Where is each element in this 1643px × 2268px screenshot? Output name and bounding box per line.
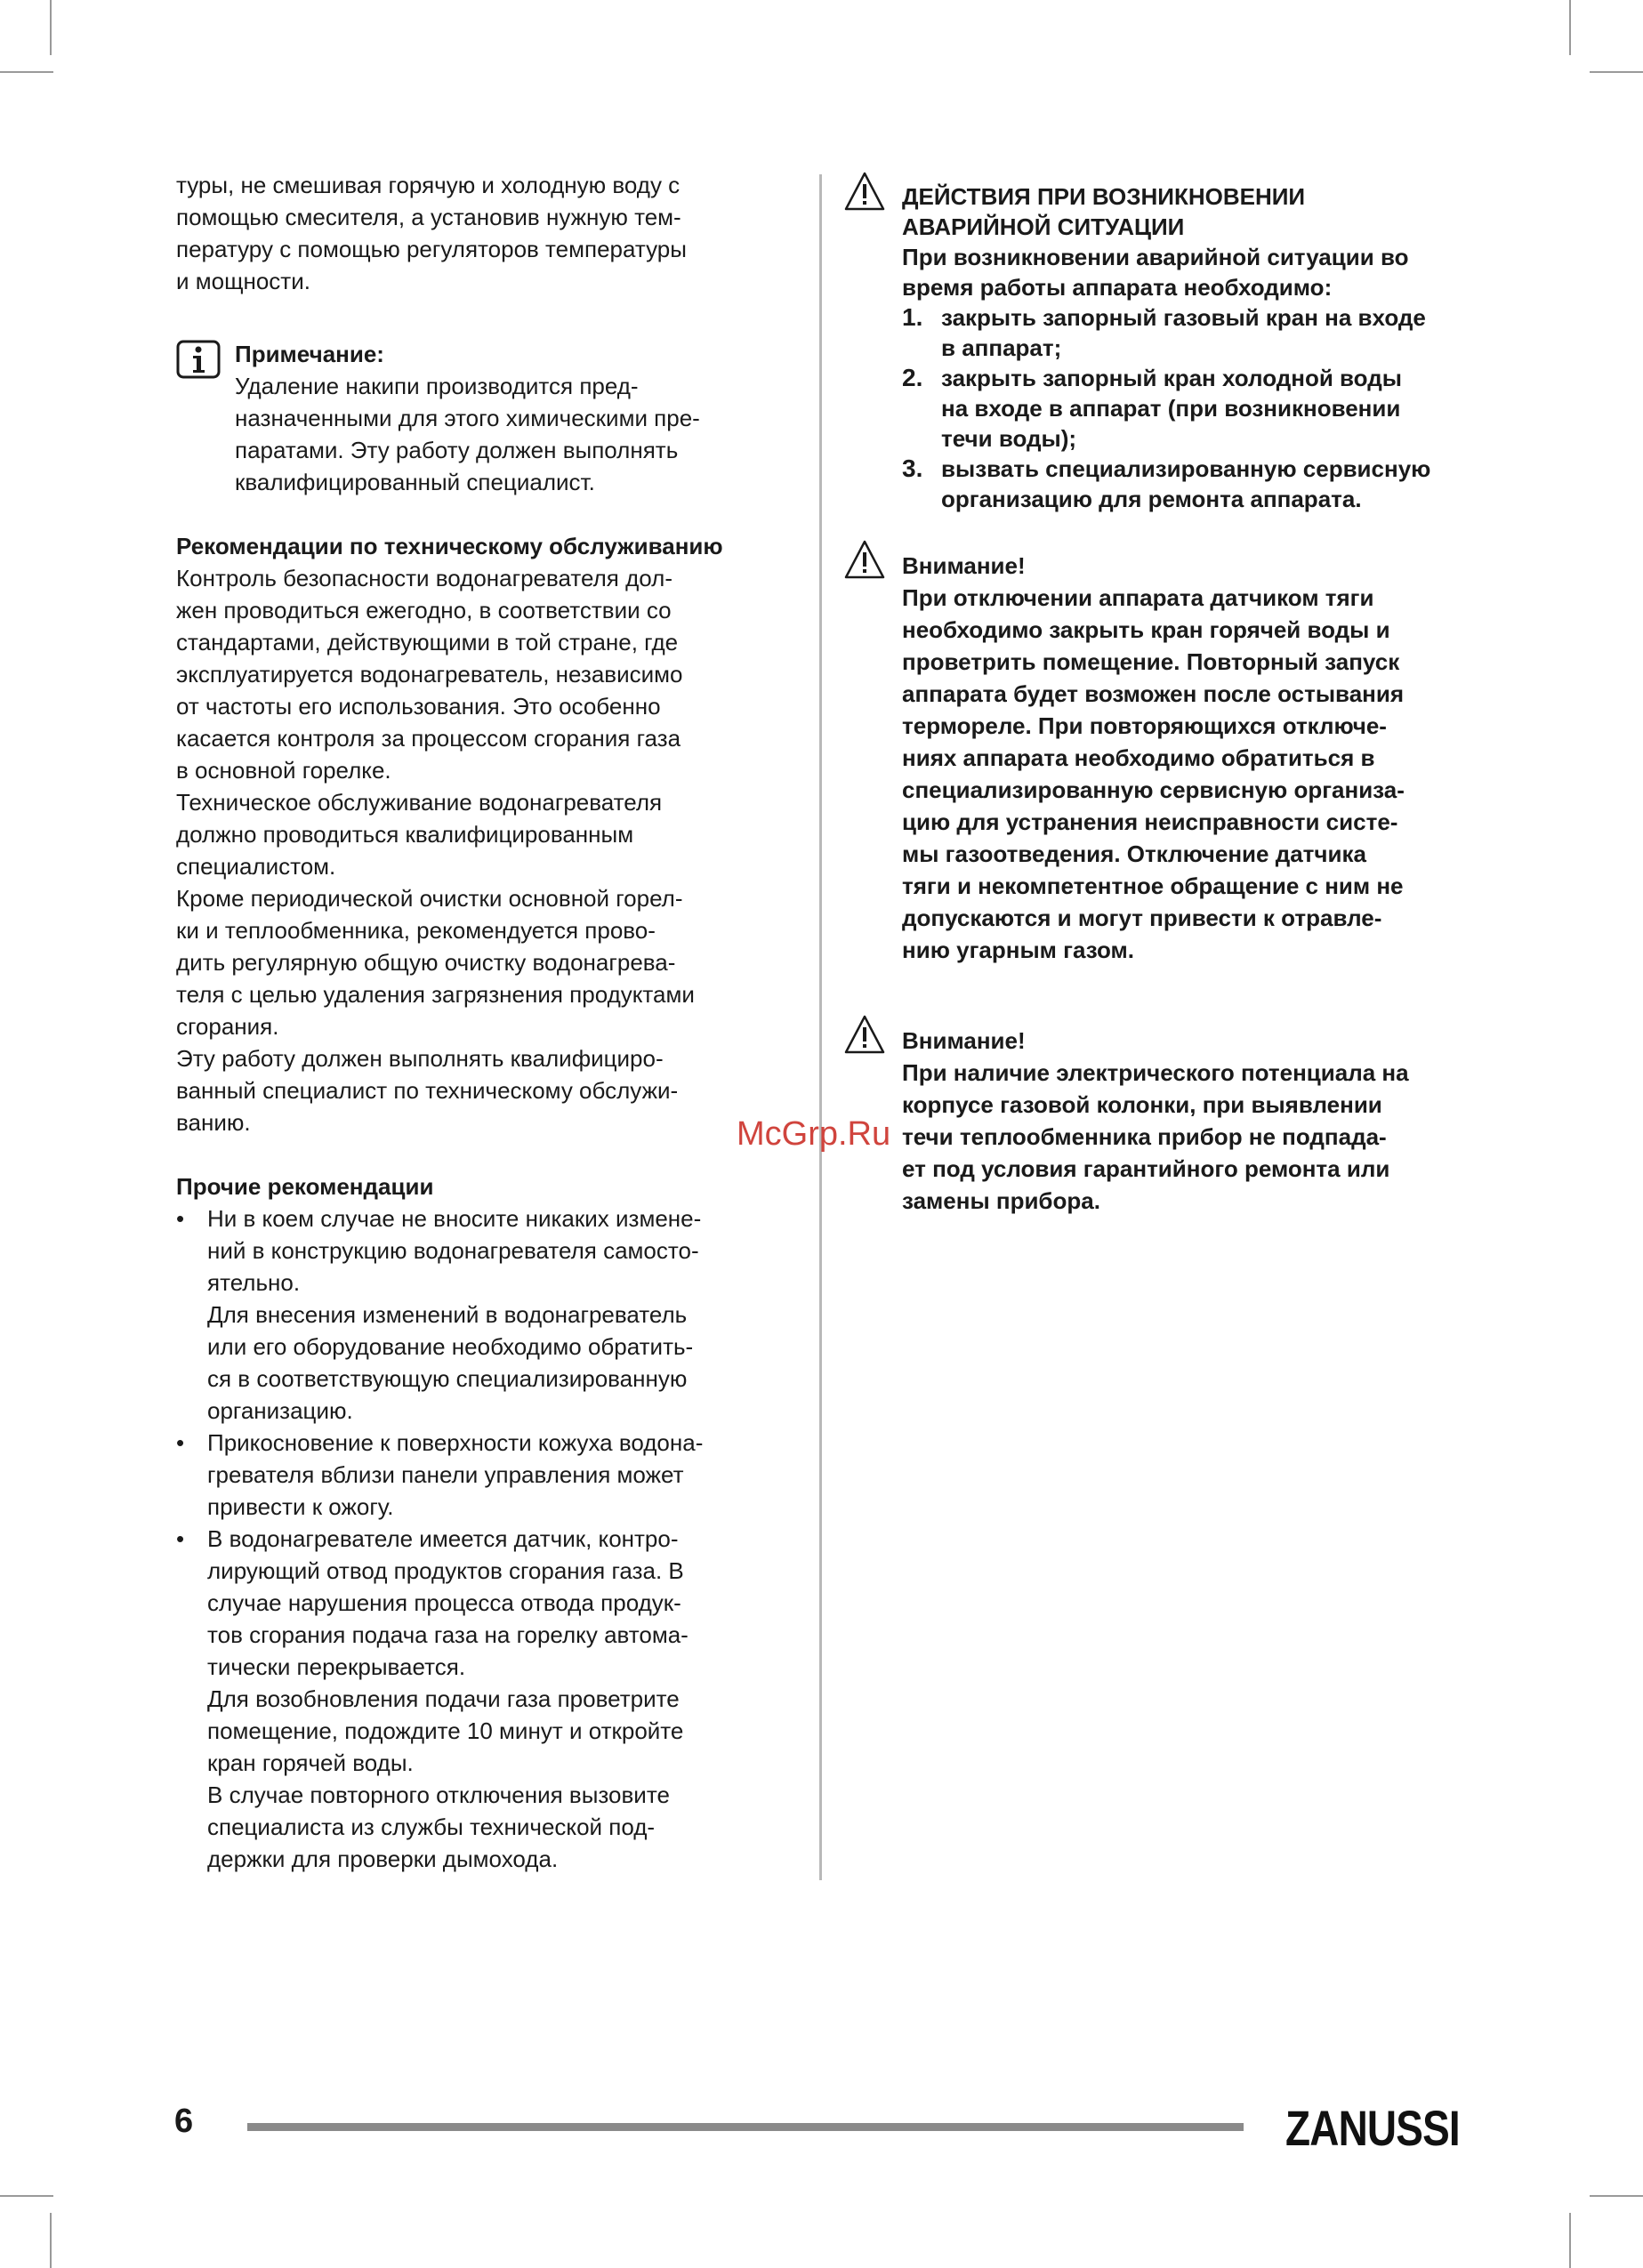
text-line: ванию.	[176, 1109, 251, 1136]
text-line: туры, не смешивая горячую и холодную воду с	[176, 172, 681, 198]
text-line: аппарата будет возможен после остывания	[902, 680, 1405, 707]
list-item	[902, 302, 1475, 363]
text-line: Для внесения изменений в водонагреватель	[207, 1301, 688, 1328]
text-line: или его оборудование необходимо обратить-	[207, 1333, 694, 1360]
text-line: ванный специалист по техническому обслужи-	[176, 1077, 679, 1104]
text-line: При наличие электрического потенциала на	[902, 1059, 1409, 1086]
text-line: Ни в коем случае не вносите никаких измене-	[207, 1205, 702, 1232]
crop-mark	[50, 2213, 52, 2268]
text-line: дить регулярную общую очистку водонагрева-	[176, 949, 676, 976]
text-line: стандартами, действующими в той стране, где	[176, 629, 679, 655]
text-line: В случае повторного отключения вызовите	[207, 1781, 670, 1808]
list-item	[902, 363, 1475, 454]
text-line: касается контроля за процессом сгорания газа	[176, 725, 681, 752]
left-column	[176, 169, 802, 1875]
text-line: корпусе газовой колонки, при выявлении	[902, 1091, 1382, 1118]
text-line: назначенными для этого химическими пре-	[235, 405, 700, 431]
text-line: квалифицированный специалист.	[235, 469, 595, 495]
text-line: замены прибора.	[902, 1187, 1100, 1214]
maintenance-text	[176, 562, 802, 1138]
crop-mark	[1590, 2195, 1643, 2197]
warning2-text	[902, 1057, 1475, 1217]
intro-paragraph	[176, 169, 802, 297]
text-line: помещение, подождите 10 минут и откройте	[207, 1717, 684, 1744]
warning1-text	[902, 582, 1475, 966]
text-line: При отключении аппарата датчиком тяги	[902, 584, 1374, 611]
text-line: тяги и некомпетентное обращение с ним не	[902, 873, 1404, 899]
text-line: Удаление накипи производится пред-	[235, 373, 639, 399]
text-line: термореле. При повторяющихся отключе-	[902, 712, 1387, 739]
text-line: При возникновении аварийной ситуации во	[902, 244, 1409, 270]
bullet-list	[176, 1202, 802, 1875]
text-line: Эту работу должен выполнять квалифициро-	[176, 1045, 664, 1072]
info-icon	[176, 340, 221, 383]
footer-rule	[247, 2123, 1244, 2131]
text-line: жен проводиться ежегодно, в соответствии со	[176, 597, 672, 623]
text-line: тически перекрывается.	[207, 1653, 466, 1680]
text-line: Для возобновления подачи газа проветрите	[207, 1685, 680, 1712]
text-line: организацию.	[207, 1397, 353, 1424]
emergency-title	[902, 181, 1475, 242]
list-item	[176, 1202, 802, 1427]
note-block	[176, 338, 802, 498]
text-line: течи воды);	[941, 425, 1077, 452]
right-column	[843, 181, 1475, 1217]
crop-mark	[1569, 2213, 1571, 2268]
text-line: в аппарат;	[941, 334, 1062, 361]
text-line: случае нарушения процесса отвода продук-	[207, 1589, 681, 1616]
text-line: АВАРИЙНОЙ СИТУАЦИИ	[902, 213, 1185, 240]
crop-mark	[50, 0, 52, 55]
step-number: 2.	[902, 364, 923, 391]
brand-logo: ZANUSSI	[1285, 2100, 1460, 2156]
text-line: нию угарным газом.	[902, 937, 1134, 963]
text-line: пературу с помощью регуляторов температуры	[176, 236, 687, 262]
maintenance-section	[176, 530, 802, 1138]
text-line: ниях аппарата необходимо обратиться в	[902, 744, 1375, 771]
warning-block-2	[843, 1025, 1475, 1217]
text-line: Прикосновение к поверхности кожуха водона-	[207, 1429, 704, 1456]
warning-block-1	[843, 550, 1475, 966]
warning1-title: Внимание!	[902, 552, 1026, 579]
warning2-title: Внимание!	[902, 1027, 1026, 1054]
text-line: В водонагревателе имеется датчик, контро-	[207, 1525, 679, 1552]
bullet-icon: •	[176, 1205, 185, 1232]
note-title: Примечание:	[235, 341, 384, 367]
text-line: закрыть запорный кран холодной воды	[941, 365, 1402, 391]
text-line: эксплуатируется водонагреватель, независимо	[176, 661, 683, 688]
crop-mark	[0, 2195, 53, 2197]
text-line: ки и теплообменника, рекомендуется прово-	[176, 917, 656, 944]
column-divider	[819, 174, 822, 1880]
other-recommendations-section	[176, 1170, 802, 1875]
crop-mark	[0, 71, 53, 73]
text-line: цию для устранения неисправности систе-	[902, 808, 1398, 835]
text-line: сгорания.	[176, 1013, 279, 1040]
text-line: проветрить помещение. Повторный запуск	[902, 648, 1400, 675]
warning-icon	[843, 539, 886, 584]
text-line: теля с целью удаления загрязнения продуктами	[176, 981, 695, 1008]
text-line: от частоты его использования. Это особенно	[176, 693, 661, 720]
text-line: вызвать специализированную сервисную	[941, 455, 1431, 482]
list-item	[176, 1523, 802, 1875]
text-line: специалиста из службы технической под-	[207, 1814, 656, 1840]
text-line: необходимо закрыть кран горячей воды и	[902, 616, 1390, 643]
text-line: закрыть запорный газовый кран на входе	[941, 304, 1426, 331]
maintenance-title: Рекомендации по техническому обслуживанию	[176, 533, 723, 559]
text-line: ДЕЙСТВИЯ ПРИ ВОЗНИКНОВЕНИИ	[902, 183, 1306, 210]
list-item	[902, 454, 1475, 514]
text-line: гревателя вблизи панели управления может	[207, 1461, 684, 1488]
note-text	[235, 370, 802, 498]
step-number: 1.	[902, 303, 923, 331]
text-line: Техническое обслуживание водонагревателя	[176, 789, 663, 816]
text-line: специализированную сервисную организа-	[902, 776, 1405, 803]
text-line: ся в соответствующую специализированную	[207, 1365, 688, 1392]
warning-icon	[843, 171, 886, 216]
emergency-block	[843, 181, 1475, 514]
other-title: Прочие рекомендации	[176, 1173, 434, 1200]
text-line: на входе в аппарат (при возникновении	[941, 395, 1401, 422]
text-line: ятельно.	[207, 1269, 301, 1296]
text-line: течи теплообменника прибор не подпада-	[902, 1123, 1387, 1150]
warning-icon	[843, 1014, 886, 1059]
text-line: тов сгорания подача газа на горелку автома-	[207, 1621, 689, 1648]
text-line: специалистом.	[176, 853, 336, 880]
text-line: должно проводиться квалифицированным	[176, 821, 634, 848]
text-line: лирующий отвод продуктов сгорания газа. В	[207, 1557, 684, 1584]
text-line: держки для проверки дымохода.	[207, 1846, 559, 1872]
watermark: McGrp.Ru	[737, 1115, 891, 1153]
page-number: 6	[174, 2103, 194, 2140]
list-item	[176, 1427, 802, 1523]
text-line: кран горячей воды.	[207, 1749, 414, 1776]
text-line: время работы аппарата необходимо:	[902, 274, 1333, 301]
bullet-icon: •	[176, 1525, 185, 1552]
text-line: Кроме периодической очистки основной горел-	[176, 885, 683, 912]
text-line: допускаются и могут привести к отравле-	[902, 905, 1382, 931]
bullet-icon: •	[176, 1429, 185, 1456]
emergency-intro	[902, 242, 1475, 302]
step-number: 3.	[902, 454, 923, 482]
text-line: паратами. Эту работу должен выполнять	[235, 437, 679, 463]
crop-mark	[1569, 0, 1571, 55]
text-line: организацию для ремонта аппарата.	[941, 486, 1362, 512]
text-line: ний в конструкцию водонагревателя самосто-	[207, 1237, 699, 1264]
text-line: мы газоотведения. Отключение датчика	[902, 840, 1366, 867]
text-line: помощью смесителя, а установив нужную тем-	[176, 204, 681, 230]
text-line: и мощности.	[176, 268, 310, 294]
text-line: в основной горелке.	[176, 757, 391, 784]
emergency-steps	[902, 302, 1475, 514]
text-line: Контроль безопасности водонагревателя дол-	[176, 565, 673, 591]
text-line: привести к ожогу.	[207, 1493, 394, 1520]
crop-mark	[1590, 71, 1643, 73]
text-line: ет под условия гарантийного ремонта или	[902, 1155, 1390, 1182]
